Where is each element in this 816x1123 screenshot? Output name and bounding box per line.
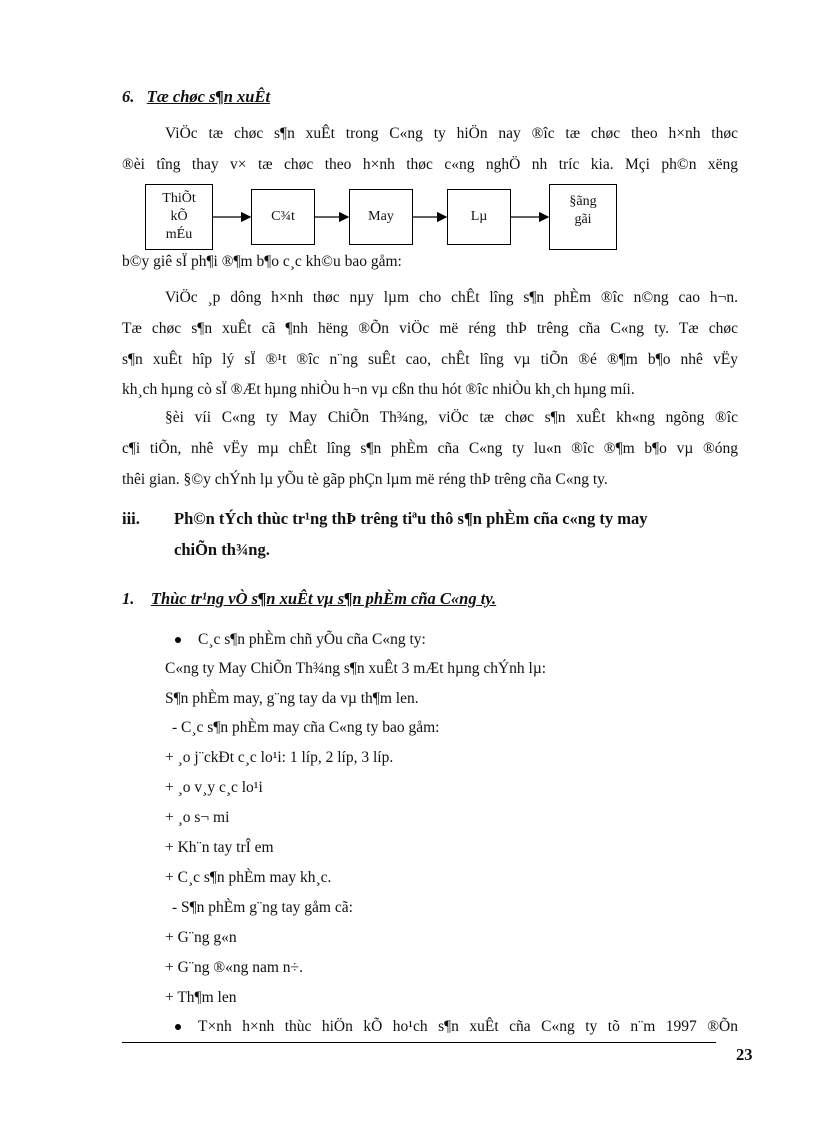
section-iii-title-line-2: chiÕn th¾ng. [174, 540, 270, 559]
list-item: + G¨ng ®«ng nam n÷. [165, 959, 303, 976]
bullet-2 [175, 1024, 181, 1030]
section-6-number: 6. [122, 87, 135, 106]
paragraph-2-line-3: s¶n xuÊt hîp lý sÏ ®¹t ®îc n¨ng suÊt cao, chÊt lîng vµ tiÕn ®é ®¶m b¶o nhê vËy [122, 351, 738, 368]
flow-label-sew: May [368, 209, 394, 224]
list-item: C¸c s¶n phÈm chñ yÕu cña C«ng ty: [198, 631, 426, 648]
list-item: - C¸c s¶n phÈm may cña C«ng ty bao gåm: [172, 719, 440, 736]
section-1-title: Thùc tr¹ng vÒ s¶n xuÊt vµ s¶n phÈm cña C«ng ty. [150, 589, 497, 608]
list-item: + C¸c s¶n phÈm may kh¸c. [165, 869, 332, 886]
section-1-heading [122, 588, 496, 610]
section-iii-number: iii. [122, 509, 140, 528]
list-item: + G¨ng g«n [165, 929, 237, 946]
paragraph-1-end: b©y giê sÏ ph¶i ®¶m b¶o c¸c kh©u bao gåm: [122, 253, 402, 270]
paragraph-3-line-1: §èi víi C«ng ty May ChiÕn Th¾ng, viÖc tæ chøc s¶n xuÊt kh«ng ngõng ®îc [165, 409, 738, 426]
flow-label-pack: §ãng gãi [569, 194, 597, 227]
list-item: C«ng ty May ChiÕn Th¾ng s¶n xuÊt 3 mÆt hµng chÝnh lµ: [165, 660, 547, 677]
section-1-number: 1. [122, 589, 135, 608]
list-item: + ¸o j¨ckÐt c¸c lo¹i: 1 líp, 2 líp, 3 líp. [165, 749, 394, 766]
section-6-title: Tæ chøc s¶n xuÊt [146, 87, 271, 106]
list-item: + ¸o s¬ mi [165, 809, 230, 826]
paragraph-1-line-2: ®èi tîng thay v× tæ chøc theo h×nh thøc c«ng nghÖ nh tríc kia. Mçi ph©n xëng [122, 156, 738, 173]
list-item: + ¸o v¸y c¸c lo¹i [165, 779, 263, 796]
paragraph-2-line-1: ViÖc ¸p dông h×nh thøc nµy lµm cho chÊt lîng s¶n phÈm ®îc n©ng cao h¬n. [165, 289, 738, 306]
paragraph-3-line-2: c¶i tiÕn, nhê vËy mµ chÊt lîng s¶n phÈm cña C«ng ty lu«n ®îc ®¶m b¶o vµ ®óng [122, 440, 738, 457]
list-item: + Th¶m len [165, 989, 237, 1006]
list-item: - S¶n phÈm g¨ng tay gåm cã: [172, 899, 353, 916]
flow-label-cut: C¾t [271, 209, 295, 224]
list-item: T×nh h×nh thùc hiÖn kÕ ho¹ch s¶n xuÊt cña C«ng ty tõ n¨m 1997 ®Õn [198, 1018, 738, 1035]
paragraph-3-line-3: thêi gian. §©y chÝnh lµ yÕu tè gãp phÇn lµm më réng thÞ trêng cña C«ng ty. [122, 471, 608, 488]
list-item: S¶n phÈm may, g¨ng tay da vµ th¶m len. [165, 690, 419, 707]
flow-label-design: ThiÕt kÕ mÉu [162, 191, 196, 242]
list-item: + Kh¨n tay trÎ em [165, 839, 274, 856]
footer-rule [122, 1042, 716, 1043]
flow-label-iron: Lµ [470, 209, 488, 224]
section-iii-title-line-1: Ph©n tÝch thùc tr¹ng thÞ trêng tiªu thô s¶n phÈm cña c«ng ty may [174, 509, 648, 528]
paragraph-2-line-2: Tæ chøc s¶n xuÊt cã ¶nh hëng ®Õn viÖc më réng thÞ trêng cña C«ng ty. Tæ chøc [122, 320, 738, 337]
paragraph-2-line-4: kh¸ch hµng cò sÏ ®Æt hµng nhiÒu h¬n vµ cßn thu hót ®îc nhiÒu kh¸ch hµng míi. [122, 381, 635, 398]
bullet-1 [175, 637, 181, 643]
page-number: 23 [736, 1045, 753, 1064]
paragraph-1-line-1: ViÖc tæ chøc s¶n xuÊt trong C«ng ty hiÖn nay ®îc tæ chøc theo h×nh thøc [165, 125, 738, 142]
